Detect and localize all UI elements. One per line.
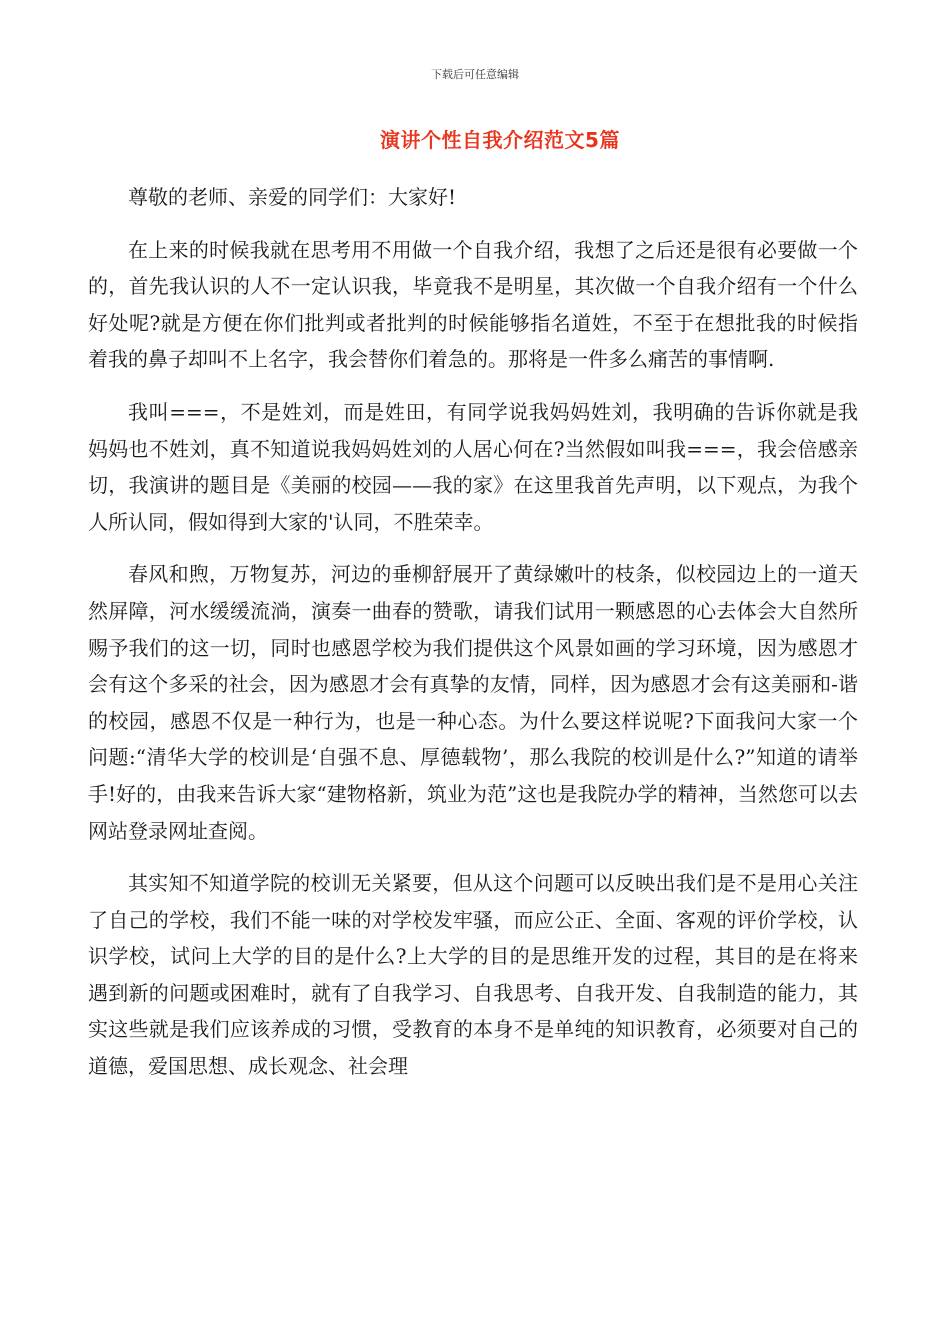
paragraph: 在上来的时候我就在思考用不用做一个自我介绍，我想了之后还是很有必要做一个的，首先我认识的人不一定认识我，毕竟我不是明星，其次做一个自我介绍有一个什么好处呢?就是方便在你们批判或者批判的时候能够指名道姓，不至于在想批我的时候指着我的鼻子却叫不上名字，我会替你们着急的。那将是一件多么痛苦的事情啊. <box>88 237 858 372</box>
document-body <box>88 179 858 1101</box>
header-note: 下载后可任意编辑 <box>431 68 519 81</box>
paragraph-greeting: 尊敬的老师、亲爱的同学们：大家好! <box>128 185 457 209</box>
paragraph: 春风和煦，万物复苏，河边的垂柳舒展开了黄绿嫩叶的枝条，似校园边上的一道天然屏障，河水缓缓流淌，演奏一曲春的赞歌，请我们试用一颗感恩的心去体会大自然所赐予我们的这一切，同时也感恩学校为我们提供这个风景如画的学习环境，因为感恩才会有这个多采的社会，因为感恩才会有真挚的友情，同样，因为感恩才会有这美丽和-谐的校园，感恩不仅是一种行为，也是一种心态。为什么要这样说呢?下面我问大家一个问题:“清华大学的校训是‘自强不息、厚德载物’，那么我院的校训是什么?”知道的请举手!好的，由我来告诉大家“建物格新，筑业为范”这也是我院办学的精神，当然您可以去网站登录网址查阅。 <box>88 562 858 843</box>
paragraph: 其实知不知道学院的校训无关紧要，但从这个问题可以反映出我们是不是用心关注了自己的学校，我们不能一味的对学校发牢骚，而应公正、全面、客观的评价学校，认识学校，试问上大学的目的是什么?上大学的目的是思维开发的过程，其目的是在将来遇到新的问题或困难时，就有了自我学习、自我思考、自我开发、自我制造的能力，其实这些就是我们应该养成的习惯，受教育的本身不是单纯的知识教育，必须要对自己的道德，爱国思想、成长观念、社会理 <box>88 871 858 1079</box>
paragraph: 我叫===，不是姓刘，而是姓田，有同学说我妈妈姓刘，我明确的告诉你就是我妈妈也不姓刘，真不知道说我妈妈姓刘的人居心何在?当然假如叫我===，我会倍感亲切，我演讲的题目是《美丽的校园——我的家》在这里我首先声明，以下观点，为我个人所认同，假如得到大家的'认同，不胜荣幸。 <box>88 399 858 534</box>
document-title: 演讲个性自我介绍范文5篇 <box>380 128 620 152</box>
